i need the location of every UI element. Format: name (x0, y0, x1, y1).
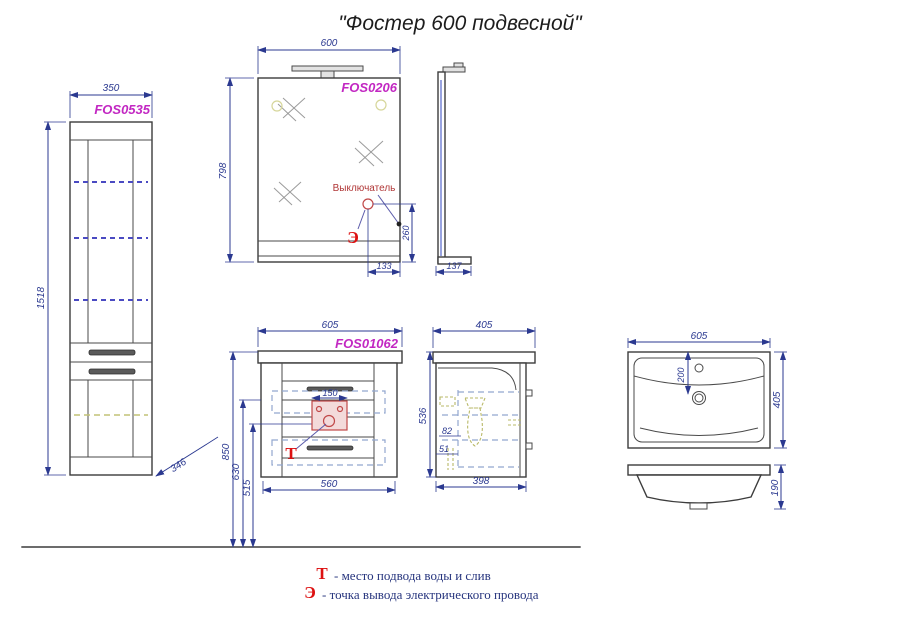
mirror-front-view (218, 38, 416, 277)
vanity-front-view (221, 320, 402, 547)
drawer-handle (89, 369, 135, 374)
mirror-width-label: 600 (320, 38, 338, 49)
cabinet-code-label: FOS0535 (94, 102, 150, 117)
dim-82-label: 82 (441, 426, 453, 436)
drain-circle-inner (695, 394, 703, 402)
switch-v-label: 260 (401, 225, 411, 241)
lamp-stem (321, 71, 334, 78)
faucet-hole-circle (695, 364, 703, 372)
page-title: "Фостер 600 подвесной" (338, 12, 582, 35)
sink-bowl (637, 475, 761, 503)
height-850-label: 850 (221, 443, 232, 461)
wall-bracket (526, 443, 532, 449)
mirror-code-label: FOS0206 (341, 80, 397, 95)
countertop (258, 351, 402, 363)
side-height-label: 536 (418, 407, 429, 425)
cabinet-height-label: 1518 (36, 286, 47, 310)
countertop-side (433, 352, 535, 363)
sink-front-view (628, 465, 786, 509)
drain-stub (690, 503, 707, 509)
cabinet-outline (70, 122, 152, 475)
cabinet-width-label: 350 (102, 83, 120, 94)
vanity-width-label: 605 (321, 320, 339, 331)
plate-width-label: 150 (322, 388, 338, 398)
mirror-height-label: 798 (218, 162, 229, 180)
wall-bracket (526, 390, 532, 396)
drawer-handle (307, 446, 353, 450)
height-515-label: 515 (242, 479, 253, 497)
legend-water-text: - место подвода воды и слив (334, 568, 491, 583)
switch-h-label: 133 (376, 261, 392, 271)
height-630-label: 630 (231, 463, 242, 481)
electric-symbol: Э (347, 228, 359, 247)
tall-cabinet-view (36, 83, 218, 476)
legend-electric-text: - точка вывода электрического провода (322, 587, 539, 602)
water-symbol: Т (285, 444, 297, 463)
sink-depth-label: 405 (772, 391, 783, 409)
cabinet-depth-label: 346 (168, 456, 189, 476)
sink-height-label: 190 (770, 479, 781, 497)
lamp-bar (292, 66, 363, 71)
vanity-side-body (436, 363, 526, 477)
legend-water-symbol: Т (316, 564, 328, 583)
mirror-side-view (436, 63, 471, 276)
legend-electric-symbol: Э (304, 583, 316, 602)
dim-51-label: 51 (438, 444, 450, 454)
drawer-handle (89, 350, 135, 355)
sink-rim (628, 465, 770, 475)
side-bottom-label: 398 (472, 476, 490, 487)
vanity-side-view (418, 320, 535, 492)
lamp-arm-tip (454, 63, 463, 67)
mirror-depth-label: 137 (446, 261, 462, 271)
lamp-arm (443, 67, 465, 72)
body-width-label: 560 (320, 479, 338, 490)
vanity-code-label: FOS01062 (335, 336, 398, 351)
drain-offset-label: 200 (676, 367, 686, 383)
sink-width-label: 605 (690, 331, 708, 342)
switch-label: Выключатель (332, 183, 396, 194)
sink-top-view (628, 331, 787, 448)
legend (304, 564, 538, 602)
side-depth-label: 405 (475, 320, 493, 331)
